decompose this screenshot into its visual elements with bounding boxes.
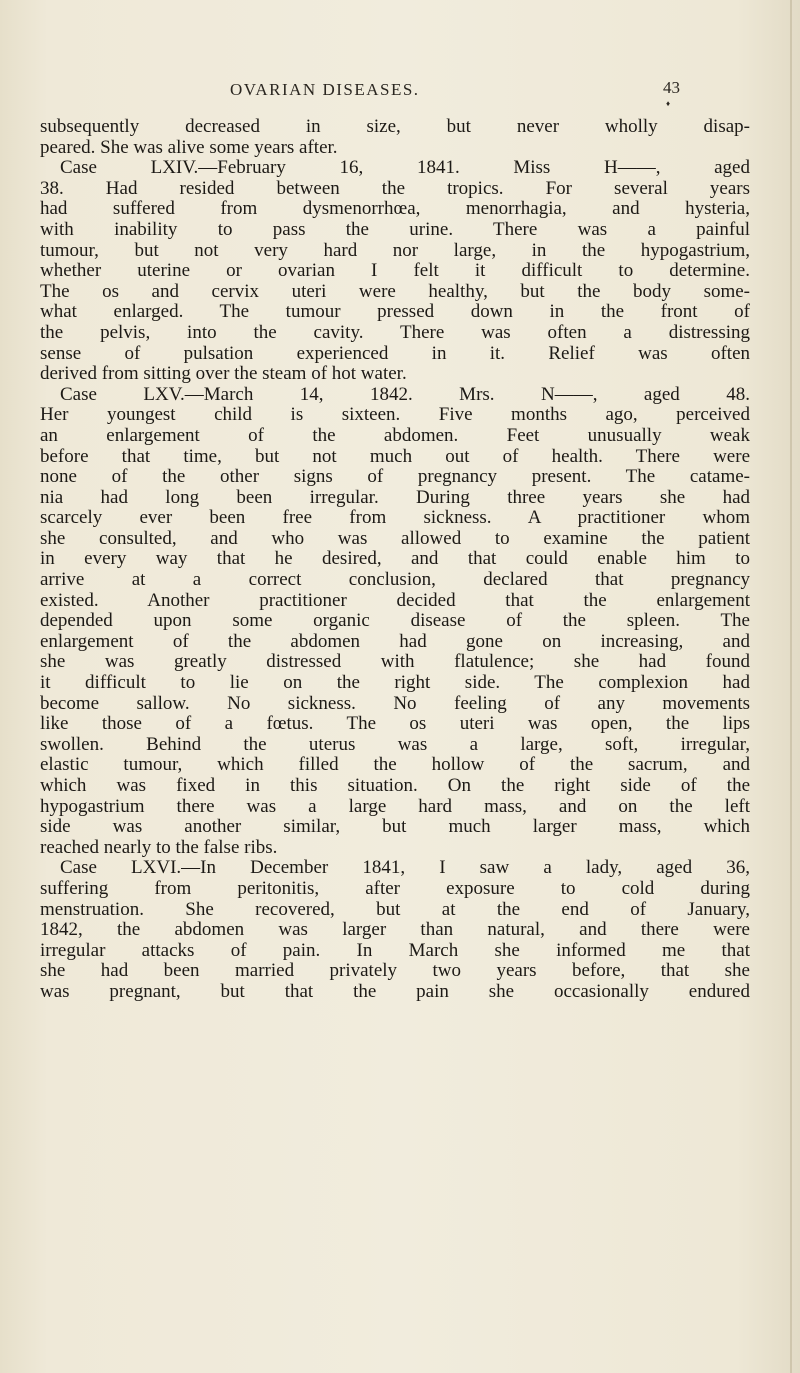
text-line: suffering from peritonitis, after exposure to cold during xyxy=(40,877,750,899)
text-line: what enlarged. The tumour pressed down in the front of xyxy=(40,301,750,323)
text-line: hypogastrium there was a large hard mass, and on the left xyxy=(40,795,750,817)
text-line: sense of pulsation experienced in it. Relief was often xyxy=(40,342,750,364)
text-line: elastic tumour, which filled the hollow of the sacrum, and xyxy=(40,754,750,776)
text-line: peared. She was alive some years after. xyxy=(40,136,338,158)
text-line: tumour, but not very hard nor large, in the hypogastrium, xyxy=(40,239,750,261)
text-line: she had been married privately two years before, that she xyxy=(40,960,750,982)
text-line: like those of a fœtus. The os uteri was open, the lips xyxy=(40,713,750,735)
text-line: become sallow. No sickness. No feeling of any movements xyxy=(40,692,750,714)
text-line: 38. Had resided between the tropics. For several years xyxy=(40,177,750,199)
page-number: 43 xyxy=(663,78,680,97)
page-edge-shadow xyxy=(790,0,792,1373)
text-line: enlargement of the abdomen had gone on increasing, and xyxy=(40,630,750,652)
text-line: irregular attacks of pain. In March she informed me that xyxy=(40,939,750,961)
text-line: 1842, the abdomen was larger than natural, and there were xyxy=(40,919,750,941)
ornament-mark: ♦ xyxy=(666,99,671,108)
text-line: Her youngest child is sixteen. Five months ago, perceived xyxy=(40,404,750,426)
text-line: she consulted, and who was allowed to examine the patient xyxy=(40,527,750,549)
text-line: had suffered from dysmenorrhœa, menorrhagia, and hysteria, xyxy=(40,198,750,220)
text-line: derived from sitting over the steam of hot water. xyxy=(40,363,407,385)
text-line: before that time, but not much out of health. There were xyxy=(40,445,750,467)
text-line: side was another similar, but much larger mass, which xyxy=(40,816,750,838)
text-line: menstruation. She recovered, but at the end of January, xyxy=(40,898,750,920)
text-line: it difficult to lie on the right side. The complexion had xyxy=(40,672,750,694)
case-heading-line: Case LXV.—March 14, 1842. Mrs. N——, aged 48. xyxy=(60,383,750,405)
text-line: was pregnant, but that the pain she occasionally endured xyxy=(40,980,750,1002)
text-line: depended upon some organic disease of the spleen. The xyxy=(40,610,750,632)
text-line: which was fixed in this situation. On the right side of the xyxy=(40,775,750,796)
text-line: scarcely ever been free from sickness. A practitioner whom xyxy=(40,507,750,529)
text-line: whether uterine or ovarian I felt it difficult to determine. xyxy=(40,260,750,282)
running-title: OVARIAN DISEASES. xyxy=(230,80,420,99)
text-line: an enlargement of the abdomen. Feet unusually weak xyxy=(40,424,750,446)
case-heading-line: Case LXVI.—In December 1841, I saw a lady, aged 36, xyxy=(60,857,750,879)
text-line: The os and cervix uteri were healthy, but the body some- xyxy=(40,280,750,302)
text-line: the pelvis, into the cavity. There was often a distressing xyxy=(40,321,750,343)
text-line: she was greatly distressed with flatulence; she had found xyxy=(40,651,750,673)
text-line: with inability to pass the urine. There was a painful xyxy=(40,218,750,240)
text-line: existed. Another practitioner decided that the enlargement xyxy=(40,589,750,611)
text-line: arrive at a correct conclusion, declared that pregnancy xyxy=(40,569,750,591)
text-line: swollen. Behind the uterus was a large, soft, irregular, xyxy=(40,733,750,755)
case-heading-line: Case LXIV.—February 16, 1841. Miss H——, aged xyxy=(60,157,750,179)
body-text xyxy=(40,117,750,1003)
text-line: in every way that he desired, and that could enable him to xyxy=(40,548,750,570)
text-line: nia had long been irregular. During three years she had xyxy=(40,486,750,508)
text-line: none of the other signs of pregnancy present. The catame- xyxy=(40,466,750,488)
text-line: subsequently decreased in size, but never wholly disap- xyxy=(40,116,750,137)
text-line: reached nearly to the false ribs. xyxy=(40,836,278,858)
